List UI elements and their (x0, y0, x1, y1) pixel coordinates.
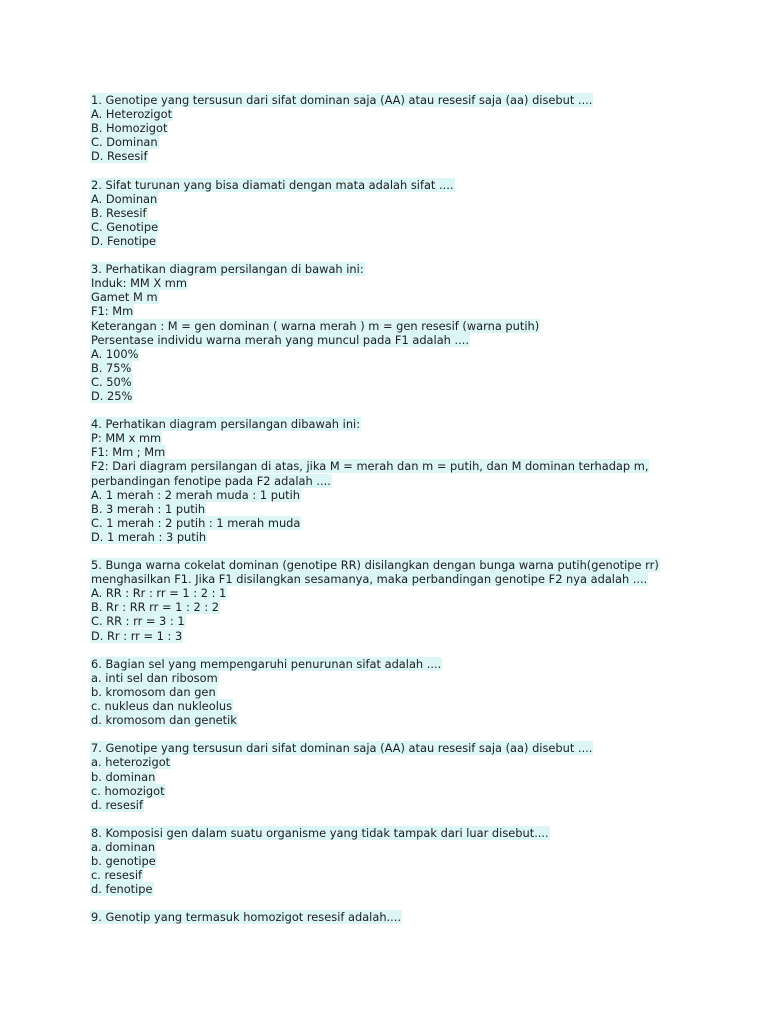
question-line (90, 149, 710, 163)
question-2 (90, 178, 710, 248)
question-line (90, 868, 710, 882)
highlighted-text: C. 50% (91, 374, 132, 389)
question-line (90, 206, 710, 220)
question-line (90, 361, 710, 375)
highlighted-text: D. 1 merah : 3 putih (91, 529, 207, 544)
highlighted-text: P: MM x mm (91, 431, 162, 446)
highlighted-text: C. 1 merah : 2 putih : 1 merah muda (91, 515, 301, 530)
question-line (90, 333, 710, 347)
question-text (90, 262, 710, 276)
highlighted-text: b. kromosom dan gen (91, 684, 216, 699)
question-line (90, 135, 710, 149)
highlighted-text: D. Rr : rr = 1 : 3 (91, 628, 183, 643)
question-7 (90, 741, 710, 811)
highlighted-text: Induk: MM X mm (91, 276, 187, 291)
question-text (90, 178, 710, 192)
question-line (90, 347, 710, 361)
question-line (90, 459, 710, 473)
question-line (90, 389, 710, 403)
highlighted-text: d. fenotipe (91, 882, 153, 897)
highlighted-text: D. Resesif (91, 149, 148, 164)
question-text (90, 741, 710, 755)
document-page (90, 93, 710, 939)
question-3 (90, 262, 710, 403)
highlighted-text: B. 3 merah : 1 putih (91, 501, 206, 516)
highlighted-text: 6. Bagian sel yang mempengaruhi penurunan sifat adalah .... (91, 656, 442, 671)
highlighted-text: B. Resesif (91, 205, 147, 220)
question-line (90, 629, 710, 643)
highlighted-text: C. RR : rr = 3 : 1 (91, 614, 185, 629)
question-line (90, 121, 710, 135)
question-line (90, 882, 710, 896)
highlighted-text: a. heterozigot (91, 755, 171, 770)
highlighted-text: 5. Bunga warna cokelat dominan (genotipe RR) disilangkan dengan bunga warna putih(genotipe rr) (91, 558, 659, 573)
question-line (90, 502, 710, 516)
question-line (90, 840, 710, 854)
highlighted-text: c. resesif (91, 868, 142, 883)
question-6 (90, 657, 710, 727)
question-line (90, 488, 710, 502)
highlighted-text: D. 25% (91, 388, 133, 403)
question-text (90, 910, 710, 924)
highlighted-text: A. 1 merah : 2 merah muda : 1 putih (91, 487, 301, 502)
question-5 (90, 558, 710, 643)
highlighted-text: A. Heterozigot (91, 107, 173, 122)
highlighted-text: B. Homozigot (91, 121, 168, 136)
highlighted-text: b. dominan (91, 769, 156, 784)
question-text (90, 657, 710, 671)
highlighted-text: d. resesif (91, 797, 143, 812)
highlighted-text: 2. Sifat turunan yang bisa diamati dengan mata adalah sifat .... (91, 177, 454, 192)
question-text (90, 93, 710, 107)
question-text (90, 558, 710, 572)
question-line (90, 685, 710, 699)
highlighted-text: 8. Komposisi gen dalam suatu organisme yang tidak tampak dari luar disebut.... (91, 825, 549, 840)
highlighted-text: menghasilkan F1. Jika F1 disilangkan sesamanya, maka perbandingan genotipe F2 nya adalah .... (91, 572, 648, 587)
highlighted-text: 7. Genotipe yang tersusun dari sifat dominan saja (AA) atau resesif saja (aa) disebut .... (91, 741, 593, 756)
highlighted-text: Gamet M m (91, 290, 158, 305)
question-line (90, 530, 710, 544)
question-line (90, 713, 710, 727)
highlighted-text: 9. Genotip yang termasuk homozigot resesif adalah.... (91, 910, 402, 925)
question-line (90, 474, 710, 488)
question-line (90, 699, 710, 713)
highlighted-text: c. homozigot (91, 783, 165, 798)
question-line (90, 304, 710, 318)
highlighted-text: Keterangan : M = gen dominan ( warna merah ) m = gen resesif (warna putih) (91, 318, 540, 333)
highlighted-text: B. Rr : RR rr = 1 : 2 : 2 (91, 600, 220, 615)
question-9 (90, 910, 710, 924)
question-1 (90, 93, 710, 163)
question-line (90, 276, 710, 290)
question-line (90, 784, 710, 798)
highlighted-text: F1: Mm (91, 304, 134, 319)
highlighted-text: 3. Perhatikan diagram persilangan di bawah ini: (91, 262, 364, 277)
highlighted-text: Persentase individu warna merah yang muncul pada F1 adalah .... (91, 332, 469, 347)
question-text (90, 417, 710, 431)
highlighted-text: B. 75% (91, 360, 132, 375)
highlighted-text: F2: Dari diagram persilangan di atas, jika M = merah dan m = putih, dan M dominan terhadap m, (91, 459, 649, 474)
question-4 (90, 417, 710, 544)
highlighted-text: b. genotipe (91, 854, 156, 869)
highlighted-text: A. RR : Rr : rr = 1 : 2 : 1 (91, 586, 227, 601)
highlighted-text: 4. Perhatikan diagram persilangan dibawah ini: (91, 417, 361, 432)
question-8 (90, 826, 710, 896)
question-line (90, 220, 710, 234)
highlighted-text: 1. Genotipe yang tersusun dari sifat dominan saja (AA) atau resesif saja (aa) disebut .... (91, 93, 593, 107)
highlighted-text: A. Dominan (91, 191, 158, 206)
highlighted-text: F1: Mm ; Mm (91, 445, 166, 460)
question-line (90, 770, 710, 784)
highlighted-text: a. dominan (91, 839, 156, 854)
question-line (90, 192, 710, 206)
question-line (90, 798, 710, 812)
question-line (90, 671, 710, 685)
question-text (90, 826, 710, 840)
question-line (90, 319, 710, 333)
question-line (90, 445, 710, 459)
question-line (90, 375, 710, 389)
highlighted-text: c. nukleus dan nukleolus (91, 699, 233, 714)
highlighted-text: a. inti sel dan ribosom (91, 670, 218, 685)
question-line (90, 516, 710, 530)
question-line (90, 614, 710, 628)
question-line (90, 572, 710, 586)
question-line (90, 854, 710, 868)
highlighted-text: D. Fenotipe (91, 233, 157, 248)
question-line (90, 600, 710, 614)
highlighted-text: d. kromosom dan genetik (91, 713, 237, 728)
highlighted-text: C. Genotipe (91, 219, 159, 234)
question-line (90, 290, 710, 304)
question-line (90, 107, 710, 121)
highlighted-text: C. Dominan (91, 135, 158, 150)
highlighted-text: A. 100% (91, 346, 139, 361)
question-line (90, 755, 710, 769)
question-line (90, 586, 710, 600)
question-line (90, 431, 710, 445)
highlighted-text: perbandingan fenotipe pada F2 adalah .... (91, 473, 331, 488)
question-line (90, 234, 710, 248)
